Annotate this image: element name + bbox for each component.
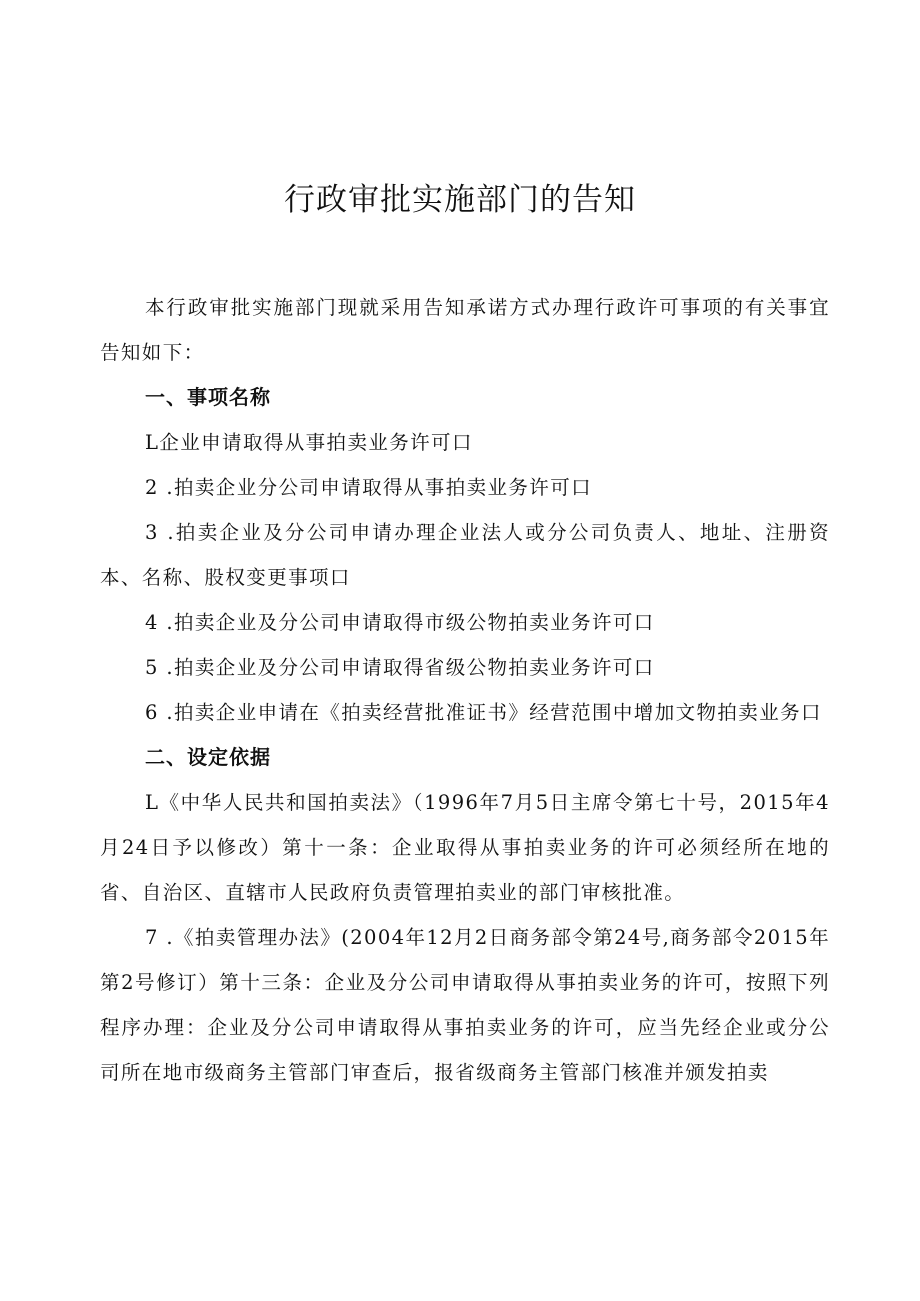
list-item: 3 .拍卖企业及分公司申请办理企业法人或分公司负责人、地址、注册资本、名称、股权变更事项口 (100, 521, 830, 589)
list-item: 7 .《拍卖管理办法》(2004年12月2日商务部令第24号,商务部令2015年第2号修订）第十三条：企业及分公司申请取得从事拍卖业务的许可，按照下列程序办理：企业及分公司申请取得从事拍卖业务的许可，应当先经企业或分公司所在地市级商务主管部门审查后，报省级商务主管部门核准并颁发拍卖 (100, 926, 830, 1084)
section-heading: 二、设定依据 (145, 745, 271, 769)
list-item: 4 .拍卖企业及分公司申请取得市级公物拍卖业务许可口 (145, 611, 655, 634)
document-body (100, 285, 830, 1095)
section-legal-basis (100, 735, 830, 1095)
list-item: 5 .拍卖企业及分公司申请取得省级公物拍卖业务许可口 (145, 656, 655, 679)
list-item: L企业申请取得从事拍卖业务许可口 (145, 431, 473, 454)
intro-paragraph: 本行政审批实施部门现就采用告知承诺方式办理行政许可事项的有关事宜告知如下： (100, 296, 830, 364)
list-item: 6 .拍卖企业申请在《拍卖经营批准证书》经营范围中增加文物拍卖业务口 (145, 701, 822, 724)
section-item-names (100, 375, 830, 735)
list-item: L《中华人民共和国拍卖法》（1996年7月5日主席令第七十号，2015年4月24日予以修改）第十一条：企业取得从事拍卖业务的许可必须经所在地的省、自治区、直辖市人民政府负责管理拍卖业的部门审核批准。 (100, 791, 830, 904)
list-item: 2 .拍卖企业分公司申请取得从事拍卖业务许可口 (145, 476, 593, 499)
document-title: 行政审批实施部门的告知 (284, 182, 636, 218)
section-heading: 一、事项名称 (145, 385, 271, 409)
